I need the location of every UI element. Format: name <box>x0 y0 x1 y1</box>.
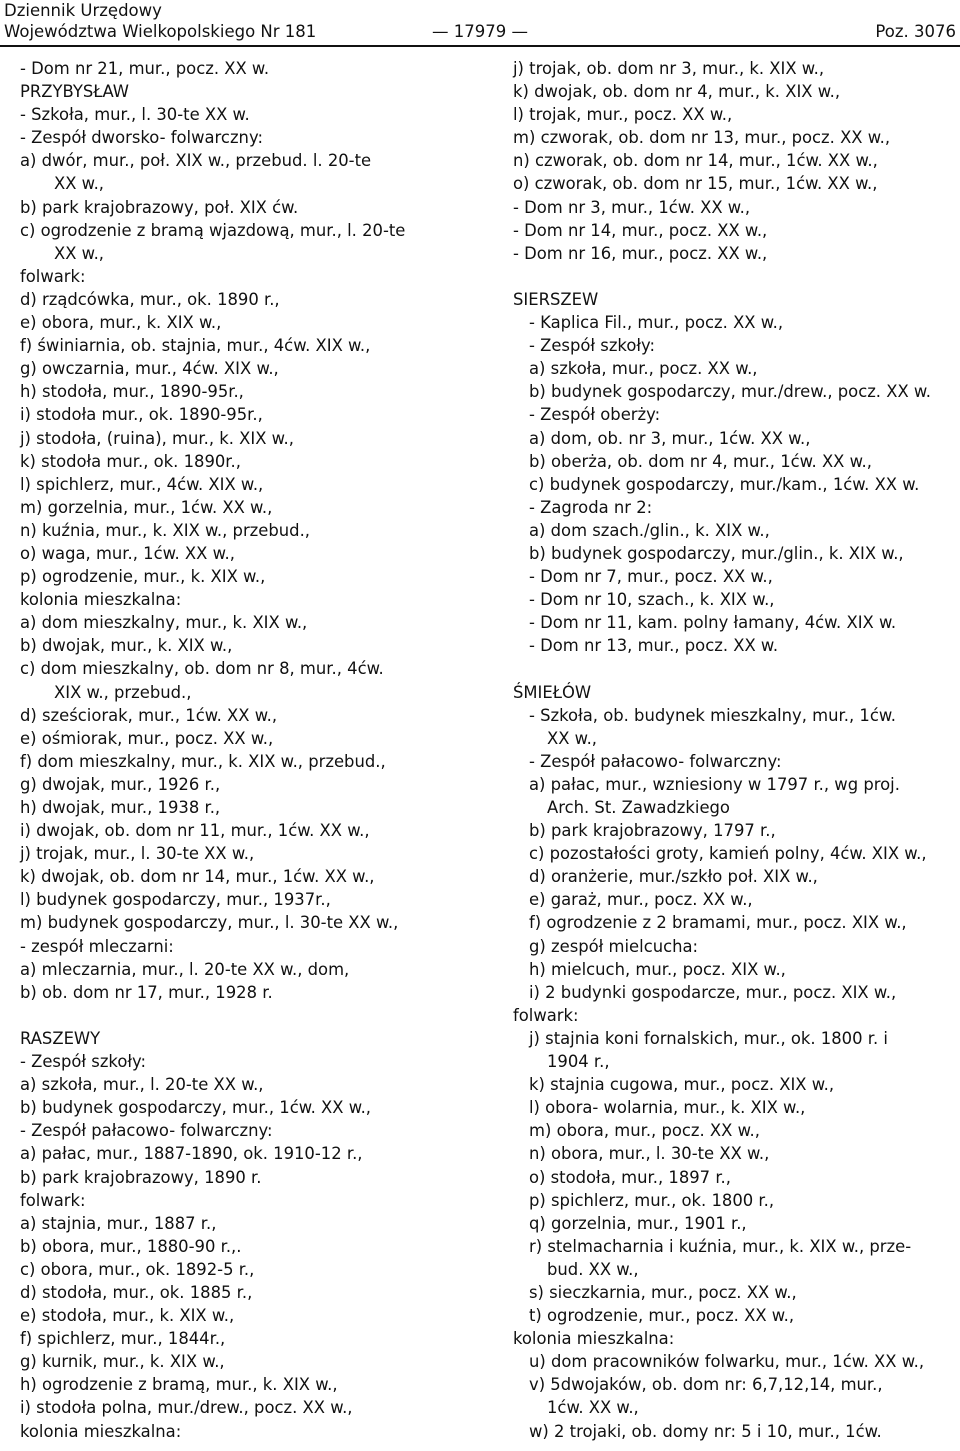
position-number: Poz. 3076 <box>875 22 956 41</box>
text-line: f) świniarnia, ob. stajnia, mur., 4ćw. XIX w., <box>20 336 371 356</box>
text-line: - Zespół pałacowo- folwarczny: <box>529 751 782 771</box>
text-line: e) obora, mur., k. XIX w., <box>20 313 222 333</box>
text-line: - Zespół szkoły: <box>529 336 656 356</box>
text-line: folwark: <box>513 1005 579 1025</box>
text-line: c) dom mieszkalny, ob. dom nr 8, mur., 4ćw. <box>20 659 384 679</box>
text-line: d) rządcówka, mur., ok. 1890 r., <box>20 289 280 309</box>
text-line: u) dom pracowników folwarku, mur., 1ćw. XX w., <box>529 1352 925 1372</box>
text-line: - Dom nr 16, mur., pocz. XX w., <box>513 243 768 263</box>
text-line: c) obora, mur., ok. 1892-5 r., <box>20 1259 255 1279</box>
text-line: folwark: <box>20 1190 86 1210</box>
text-line: - Szkoła, ob. budynek mieszkalny, mur., 1ćw. <box>529 705 896 725</box>
text-line: o) waga, mur., 1ćw. XX w., <box>20 543 235 563</box>
text-line: b) obora, mur., 1880-90 r.,. <box>20 1236 242 1256</box>
text-line: f) ogrodzenie z 2 bramami, mur., pocz. XIX w., <box>529 913 907 933</box>
text-line: 1ćw. XX w., <box>547 1398 639 1418</box>
text-line: n) czworak, ob. dom nr 14, mur., 1ćw. XX w., <box>513 151 878 171</box>
left-column <box>20 57 490 1443</box>
text-line: - Dom nr 14, mur., pocz. XX w., <box>513 220 768 240</box>
text-line: m) gorzelnia, mur., 1ćw. XX w., <box>20 497 273 517</box>
publication-title: Dziennik Urzędowy <box>4 1 162 20</box>
text-line: a) mleczarnia, mur., l. 20-te XX w., dom, <box>20 959 350 979</box>
text-line: l) spichlerz, mur., 4ćw. XIX w., <box>20 474 264 494</box>
text-line: - Dom nr 3, mur., 1ćw. XX w., <box>513 197 751 217</box>
text-line: SIERSZEW <box>513 289 599 309</box>
text-line: e) garaż, mur., pocz. XX w., <box>529 890 753 910</box>
text-line: i) dwojak, ob. dom nr 11, mur., 1ćw. XX w., <box>20 821 370 841</box>
text-line: g) zespół mielcucha: <box>529 936 699 956</box>
text-line: - Zespół dworsko- folwarczny: <box>20 128 263 148</box>
text-line: r) stelmacharnia i kuźnia, mur., k. XIX w., prze- <box>529 1236 912 1256</box>
text-line: a) szkoła, mur., pocz. XX w., <box>529 359 758 379</box>
text-line: d) sześciorak, mur., 1ćw. XX w., <box>20 705 278 725</box>
text-line: XIX w., przebud., <box>54 682 192 702</box>
text-line: d) stodoła, mur., ok. 1885 r., <box>20 1282 253 1302</box>
text-line: b) budynek gospodarczy, mur., 1ćw. XX w., <box>20 1098 372 1118</box>
text-line: - Dom nr 11, kam. polny łamany, 4ćw. XIX w. <box>529 613 897 633</box>
text-line: s) sieczkarnia, mur., pocz. XX w., <box>529 1282 797 1302</box>
text-line: b) budynek gospodarczy, mur./drew., pocz. XX w. <box>529 382 932 402</box>
text-line: a) dom szach./glin., k. XIX w., <box>529 520 770 540</box>
text-line: - Dom nr 7, mur., pocz. XX w., <box>529 567 773 587</box>
text-line: c) budynek gospodarczy, mur./kam., 1ćw. XX w. <box>529 474 920 494</box>
text-line: j) trojak, ob. dom nr 3, mur., k. XIX w., <box>513 59 825 78</box>
text-line: j) stajnia koni fornalskich, mur., ok. 1800 r. i <box>529 1028 888 1048</box>
text-line: - Szkoła, mur., l. 30-te XX w. <box>20 105 250 125</box>
text-line: a) pałac, mur., wzniesiony w 1797 r., wg proj. <box>529 774 900 794</box>
text-line: c) ogrodzenie z bramą wjazdową, mur., l. 20-te <box>20 220 406 240</box>
text-line: - Zespół szkoły: <box>20 1052 147 1072</box>
text-line: j) trojak, mur., l. 30-te XX w., <box>20 844 255 864</box>
text-line: k) stodoła mur., ok. 1890r., <box>20 451 241 471</box>
text-line: l) obora- wolarnia, mur., k. XIX w., <box>529 1098 806 1118</box>
text-line: f) dom mieszkalny, mur., k. XIX w., przebud., <box>20 751 386 771</box>
text-line: w) 2 trojaki, ob. domy nr: 5 i 10, mur., 1ćw. <box>529 1421 882 1441</box>
publication-region: Województwa Wielkopolskiego Nr 181 <box>4 22 317 41</box>
text-line: RASZEWY <box>20 1028 101 1048</box>
text-line: a) dwór, mur., poł. XIX w., przebud. l. 20-te <box>20 151 372 171</box>
text-line: i) 2 budynki gospodarcze, mur., pocz. XIX w., <box>529 982 897 1002</box>
text-line: kolonia mieszkalna: <box>513 1329 675 1349</box>
text-line: n) obora, mur., l. 30-te XX w., <box>529 1144 770 1164</box>
text-line: k) dwojak, ob. dom nr 14, mur., 1ćw. XX w., <box>20 867 375 887</box>
text-line: XX w., <box>54 243 104 263</box>
page-header <box>0 0 960 45</box>
text-line: g) kurnik, mur., k. XIX w., <box>20 1352 225 1372</box>
text-line: h) stodoła, mur., 1890-95r., <box>20 382 244 402</box>
text-line: o) stodoła, mur., 1897 r., <box>529 1167 731 1187</box>
text-line: b) dwojak, mur., k. XIX w., <box>20 636 233 656</box>
text-line: a) dom mieszkalny, mur., k. XIX w., <box>20 613 308 633</box>
text-line: i) stodoła mur., ok. 1890-95r., <box>20 405 263 425</box>
text-line: b) budynek gospodarczy, mur./glin., k. XIX w., <box>529 543 904 563</box>
text-line: f) spichlerz, mur., 1844r., <box>20 1329 226 1349</box>
text-line: - Dom nr 13, mur., pocz. XX w. <box>529 636 779 656</box>
text-line: k) dwojak, ob. dom nr 4, mur., k. XIX w., <box>513 82 841 102</box>
text-line: XX w., <box>54 174 104 194</box>
text-line: n) kuźnia, mur., k. XIX w., przebud., <box>20 520 310 540</box>
text-line: bud. XX w., <box>547 1259 639 1279</box>
page-number: — 17979 — <box>432 22 528 41</box>
text-line: XX w., <box>547 728 597 748</box>
text-line: e) ośmiorak, mur., pocz. XX w., <box>20 728 274 748</box>
text-line: - Kaplica Fil., mur., pocz. XX w., <box>529 313 784 333</box>
text-line: e) stodoła, mur., k. XIX w., <box>20 1306 235 1326</box>
text-line: a) szkoła, mur., l. 20-te XX w., <box>20 1075 264 1095</box>
text-line: o) czworak, ob. dom nr 15, mur., 1ćw. XX w., <box>513 174 878 194</box>
text-line: l) budynek gospodarczy, mur., 1937r., <box>20 890 331 910</box>
text-line: kolonia mieszkalna: <box>20 590 182 610</box>
text-line: ŚMIEŁÓW <box>513 682 592 702</box>
blank-line <box>513 657 958 680</box>
text-line: a) dom, ob. nr 3, mur., 1ćw. XX w., <box>529 428 811 448</box>
text-line: b) park krajobrazowy, 1890 r. <box>20 1167 262 1187</box>
text-line: b) park krajobrazowy, poł. XIX ćw. <box>20 197 299 217</box>
text-line: Arch. St. Zawadzkiego <box>547 798 730 817</box>
text-line: j) stodoła, (ruina), mur., k. XIX w., <box>20 428 294 448</box>
text-line: p) spichlerz, mur., ok. 1800 r., <box>529 1190 775 1210</box>
header-divider <box>0 45 960 47</box>
text-line: m) obora, mur., pocz. XX w., <box>529 1121 760 1141</box>
text-line: t) ogrodzenie, mur., pocz. XX w., <box>529 1306 795 1326</box>
text-line: h) mielcuch, mur., pocz. XIX w., <box>529 959 786 979</box>
text-line: m) budynek gospodarczy, mur., l. 30-te XX w., <box>20 913 399 933</box>
text-line: l) trojak, mur., pocz. XX w., <box>513 105 733 125</box>
text-line: g) dwojak, mur., 1926 r., <box>20 774 221 794</box>
blank-line <box>513 265 958 288</box>
blank-line <box>20 1004 490 1027</box>
text-line: g) owczarnia, mur., 4ćw. XIX w., <box>20 359 279 379</box>
text-line: - Zespół pałacowo- folwarczny: <box>20 1121 273 1141</box>
text-line: b) park krajobrazowy, 1797 r., <box>529 821 776 841</box>
text-line: kolonia mieszkalna: <box>20 1421 182 1441</box>
text-line: c) pozostałości groty, kamień polny, 4ćw. XIX w., <box>529 844 927 864</box>
text-line: folwark: <box>20 266 86 286</box>
text-line: a) pałac, mur., 1887-1890, ok. 1910-12 r., <box>20 1144 363 1164</box>
text-line: h) dwojak, mur., 1938 r., <box>20 798 221 817</box>
right-column <box>513 57 958 1443</box>
text-line: - Dom nr 21, mur., pocz. XX w. <box>20 59 270 78</box>
text-line: b) oberża, ob. dom nr 4, mur., 1ćw. XX w., <box>529 451 872 471</box>
text-line: - Zespół oberży: <box>529 405 661 425</box>
text-line: h) ogrodzenie z bramą, mur., k. XIX w., <box>20 1375 338 1395</box>
text-line: b) ob. dom nr 17, mur., 1928 r. <box>20 982 273 1002</box>
text-line: m) czworak, ob. dom nr 13, mur., pocz. XX w., <box>513 128 891 148</box>
text-line: v) 5dwojaków, ob. dom nr: 6,7,12,14, mur., <box>529 1375 883 1395</box>
text-line: i) stodoła polna, mur./drew., pocz. XX w., <box>20 1398 353 1418</box>
text-line: PRZYBYSŁAW <box>20 82 130 102</box>
text-line: k) stajnia cugowa, mur., pocz. XIX w., <box>529 1075 835 1095</box>
text-line: q) gorzelnia, mur., 1901 r., <box>529 1213 747 1233</box>
text-line: - Zagroda nr 2: <box>529 497 653 517</box>
text-line: - zespół mleczarni: <box>20 936 174 956</box>
text-line: p) ogrodzenie, mur., k. XIX w., <box>20 567 266 587</box>
text-line: - Dom nr 10, szach., k. XIX w., <box>529 590 775 610</box>
text-line: a) stajnia, mur., 1887 r., <box>20 1213 217 1233</box>
text-line: d) oranżerie, mur./szkło poł. XIX w., <box>529 867 818 887</box>
text-line: 1904 r., <box>547 1052 610 1072</box>
